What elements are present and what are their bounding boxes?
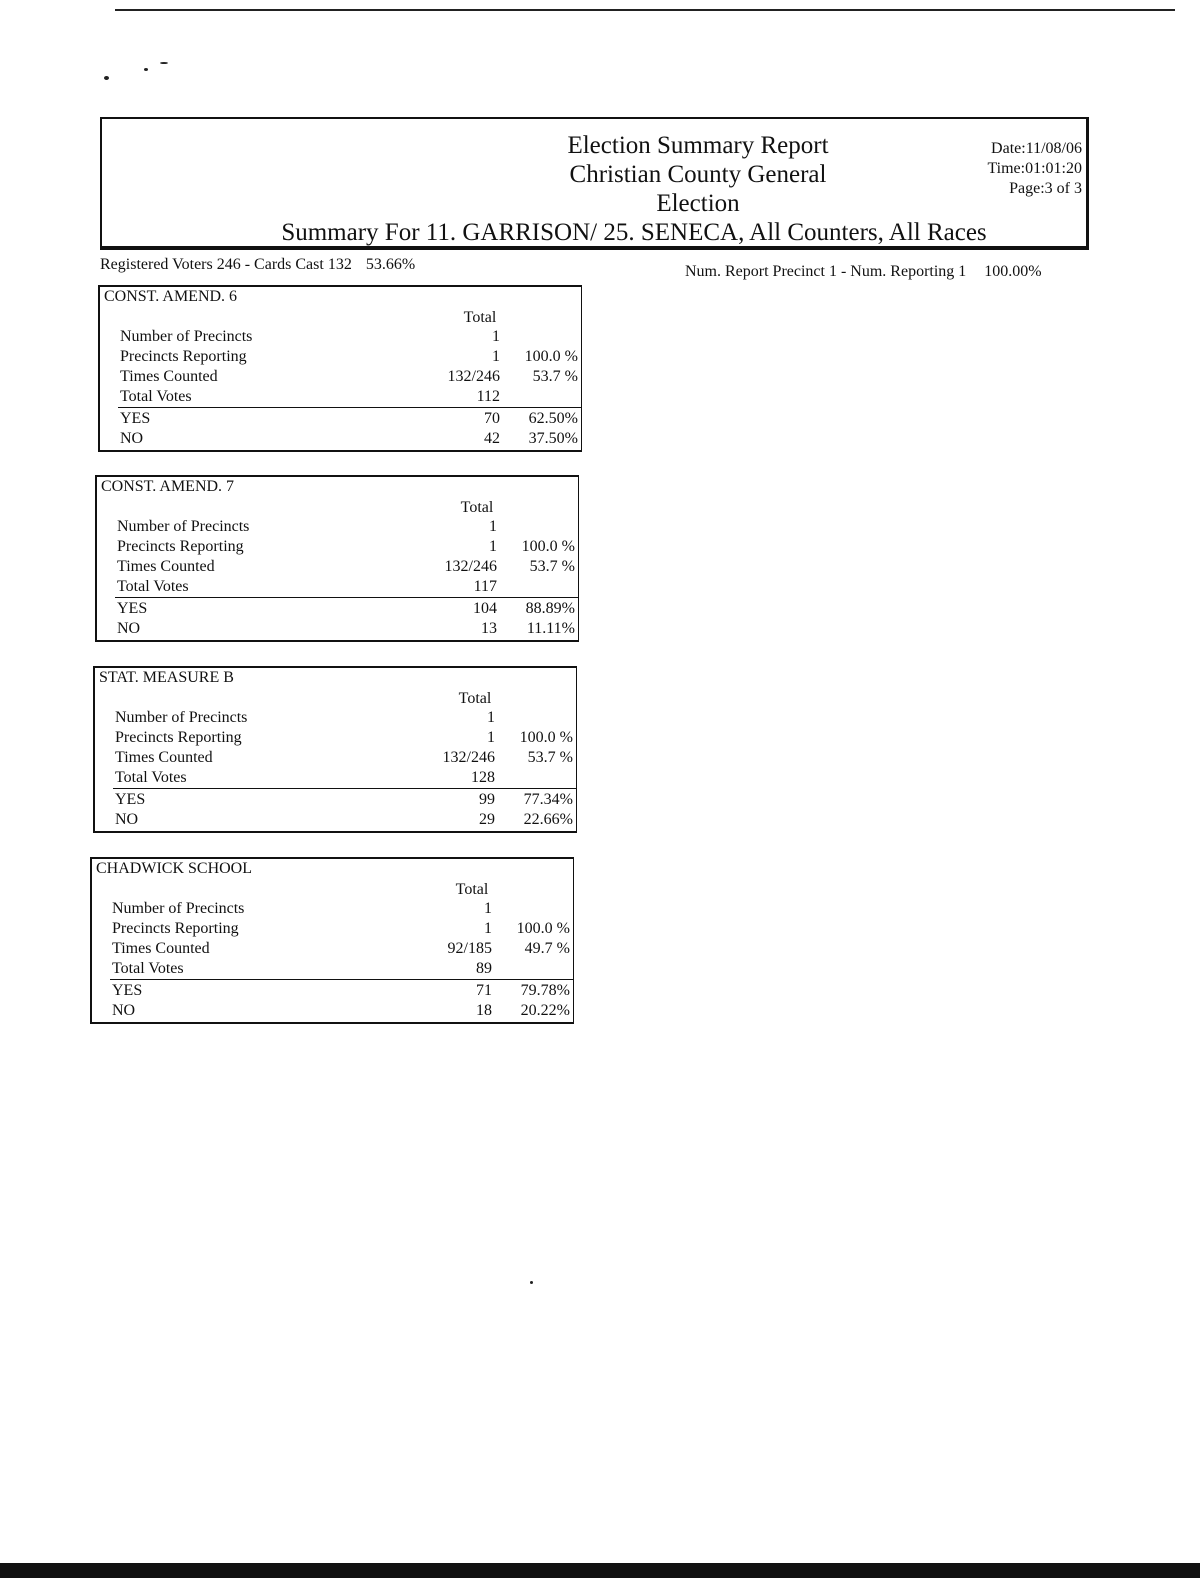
votes-divider <box>113 788 577 789</box>
scan-speck <box>160 62 168 64</box>
row-yes <box>115 790 575 810</box>
row-percent: 100.0 % <box>521 538 575 555</box>
row-percent: 11.11% <box>526 620 575 637</box>
row-percent: 79.78% <box>520 982 570 999</box>
row-number-of-precincts <box>115 708 575 728</box>
report-election: Election <box>656 190 740 217</box>
row-percent: 100.0 % <box>524 348 578 365</box>
row-total-votes <box>120 387 580 407</box>
row-label: YES <box>115 791 146 808</box>
row-label: Total Votes <box>115 769 187 786</box>
row-label: NO <box>115 811 139 828</box>
race-box <box>90 857 574 1024</box>
row-yes <box>112 981 572 1001</box>
row-value: 70 <box>484 410 500 427</box>
row-label: Precincts Reporting <box>115 729 242 746</box>
row-precincts-reporting <box>117 537 577 557</box>
row-label: Number of Precincts <box>115 709 248 726</box>
row-value: 99 <box>479 791 495 808</box>
row-percent: 77.34% <box>523 791 573 808</box>
row-percent: 49.7 % <box>524 940 570 957</box>
row-label: Precincts Reporting <box>112 920 239 937</box>
row-label: Times Counted <box>115 749 213 766</box>
row-no <box>112 1001 572 1021</box>
row-percent: 100.0 % <box>516 920 570 937</box>
row-label: Total Votes <box>112 960 184 977</box>
row-value: 117 <box>473 578 497 595</box>
row-times-counted <box>112 939 572 959</box>
race-title: CHADWICK SCHOOL <box>96 860 252 877</box>
scan-speck <box>144 68 148 71</box>
row-value: 92/185 <box>447 940 492 957</box>
registered-voters-stat <box>100 256 415 274</box>
precinct-report-pct: 100.00% <box>984 263 1042 280</box>
precinct-report-stat <box>685 263 1042 281</box>
row-value: 1 <box>487 729 495 746</box>
row-number-of-precincts <box>112 899 572 919</box>
row-number-of-precincts <box>120 327 580 347</box>
total-header: Total <box>455 881 489 898</box>
row-total-votes <box>112 959 572 979</box>
row-percent: 88.89% <box>525 600 575 617</box>
report-county: Christian County General <box>569 161 827 188</box>
row-value: 132/246 <box>444 558 497 575</box>
row-no <box>115 810 575 830</box>
row-value: 132/246 <box>447 368 500 385</box>
scan-speck <box>530 1281 533 1284</box>
row-label: Total Votes <box>120 388 192 405</box>
race-box <box>98 285 582 452</box>
row-value: 1 <box>492 348 500 365</box>
row-number-of-precincts <box>117 517 577 537</box>
row-percent: 22.66% <box>523 811 573 828</box>
row-value: 128 <box>471 769 495 786</box>
report-page: Page:3 of 3 <box>1009 180 1082 197</box>
row-value: 132/246 <box>442 749 495 766</box>
row-value: 1 <box>489 518 497 535</box>
total-header: Total <box>460 499 494 516</box>
row-value: 29 <box>479 811 495 828</box>
race-title: CONST. AMEND. 6 <box>104 288 238 305</box>
row-percent: 53.7 % <box>532 368 578 385</box>
row-value: 71 <box>476 982 492 999</box>
row-label: Number of Precincts <box>117 518 250 535</box>
race-title: CONST. AMEND. 7 <box>101 478 235 495</box>
report-header <box>100 117 1089 250</box>
row-label: YES <box>112 982 143 999</box>
row-value: 89 <box>476 960 492 977</box>
scan-top-rule <box>115 9 1175 11</box>
race-title: STAT. MEASURE B <box>99 669 234 686</box>
registered-voters-pct: 53.66% <box>365 256 416 273</box>
row-label: Number of Precincts <box>120 328 253 345</box>
row-times-counted <box>120 367 580 387</box>
scan-speck <box>104 76 109 80</box>
row-times-counted <box>115 748 575 768</box>
row-label: NO <box>120 430 144 447</box>
row-percent: 62.50% <box>528 410 578 427</box>
row-value: 112 <box>476 388 500 405</box>
row-no <box>117 619 577 639</box>
race-box <box>93 666 577 833</box>
row-total-votes <box>117 577 577 597</box>
row-label: Precincts Reporting <box>117 538 244 555</box>
row-precincts-reporting <box>115 728 575 748</box>
row-percent: 53.7 % <box>527 749 573 766</box>
row-label: NO <box>117 620 141 637</box>
row-percent: 20.22% <box>520 1002 570 1019</box>
report-date: Date:11/08/06 <box>991 140 1082 157</box>
row-label: Times Counted <box>120 368 218 385</box>
report-time: Time:01:01:20 <box>987 160 1082 177</box>
registered-voters-text: Registered Voters 246 - Cards Cast 132 <box>100 256 352 273</box>
row-precincts-reporting <box>112 919 572 939</box>
votes-divider <box>118 407 582 408</box>
row-label: YES <box>117 600 148 617</box>
row-no <box>120 429 580 449</box>
row-label: Number of Precincts <box>112 900 245 917</box>
row-value: 13 <box>481 620 497 637</box>
row-times-counted <box>117 557 577 577</box>
row-value: 1 <box>484 920 492 937</box>
row-label: Total Votes <box>117 578 189 595</box>
row-value: 42 <box>484 430 500 447</box>
votes-divider <box>115 597 579 598</box>
row-percent: 37.50% <box>528 430 578 447</box>
row-value: 18 <box>476 1002 492 1019</box>
row-percent: 53.7 % <box>529 558 575 575</box>
row-total-votes <box>115 768 575 788</box>
row-value: 104 <box>473 600 497 617</box>
row-value: 1 <box>492 328 500 345</box>
row-label: NO <box>112 1002 136 1019</box>
row-value: 1 <box>487 709 495 726</box>
race-box <box>95 475 579 642</box>
row-precincts-reporting <box>120 347 580 367</box>
total-header: Total <box>458 690 492 707</box>
precinct-report-text: Num. Report Precinct 1 - Num. Reporting 1 <box>685 263 967 280</box>
votes-divider <box>110 979 574 980</box>
row-label: Times Counted <box>117 558 215 575</box>
total-header: Total <box>463 309 497 326</box>
scan-bottom-edge <box>0 1563 1200 1578</box>
row-value: 1 <box>489 538 497 555</box>
report-summary: Summary For 11. GARRISON/ 25. SENECA, All Counters, All Races <box>281 219 987 246</box>
row-value: 1 <box>484 900 492 917</box>
row-yes <box>120 409 580 429</box>
row-percent: 100.0 % <box>519 729 573 746</box>
row-label: YES <box>120 410 151 427</box>
row-yes <box>117 599 577 619</box>
row-label: Precincts Reporting <box>120 348 247 365</box>
row-label: Times Counted <box>112 940 210 957</box>
report-title: Election Summary Report <box>567 132 829 159</box>
